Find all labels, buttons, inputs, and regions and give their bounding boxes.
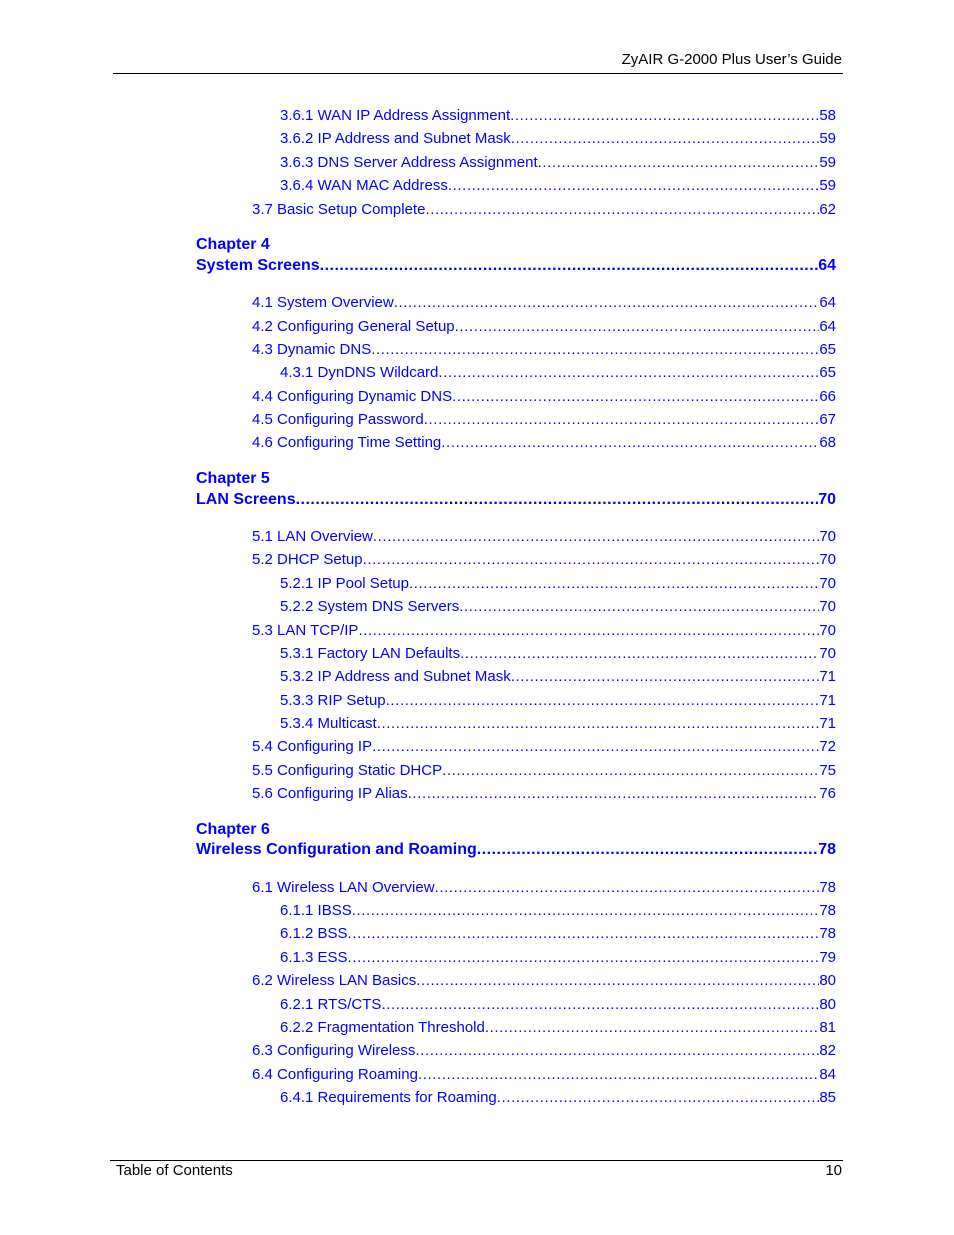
- toc-entry-label: 6.2.2 Fragmentation Threshold: [280, 1019, 485, 1036]
- dot-leader: [320, 257, 819, 275]
- toc-entry-page: 71: [819, 692, 836, 709]
- toc-entry-label: 3.6.2 IP Address and Subnet Mask: [280, 130, 511, 147]
- dot-leader: [418, 1066, 819, 1084]
- header-rule: [113, 73, 843, 74]
- toc-entry-page: 65: [819, 341, 836, 358]
- toc-entry-page: 70: [819, 528, 836, 545]
- toc-entry-page: 78: [819, 879, 836, 896]
- toc-entry-page: 70: [819, 622, 836, 639]
- toc-entry-page: 80: [819, 996, 836, 1013]
- toc-entry[interactable]: [280, 692, 836, 710]
- toc-entry-label: 3.6.1 WAN IP Address Assignment: [280, 107, 511, 124]
- dot-leader: [538, 154, 820, 172]
- toc-entry-label: 6.2 Wireless LAN Basics: [252, 972, 417, 989]
- toc-entry-page: 58: [819, 107, 836, 124]
- chapter-title-entry[interactable]: [196, 491, 836, 509]
- toc-entry-label: 4.5 Configuring Password: [252, 411, 424, 428]
- toc-entry-label: 4.2 Configuring General Setup: [252, 318, 455, 335]
- chapter-title: System Screens: [196, 257, 320, 274]
- toc-entry-page: 59: [819, 130, 836, 147]
- footer-page-number: 10: [825, 1162, 842, 1179]
- dot-leader: [381, 996, 819, 1014]
- dot-leader: [394, 294, 820, 312]
- toc-entry-page: 78: [819, 925, 836, 942]
- toc-entry[interactable]: [280, 1089, 836, 1107]
- toc-entry[interactable]: [280, 177, 836, 195]
- toc-entry-page: 70: [819, 575, 836, 592]
- dot-leader: [424, 411, 820, 429]
- toc-entry-page: 80: [819, 972, 836, 989]
- toc-entry-label: 5.1 LAN Overview: [252, 528, 373, 545]
- toc-entry-label: 5.3 LAN TCP/IP: [252, 622, 359, 639]
- toc-entry-page: 68: [819, 434, 836, 451]
- toc-entry-label: 6.2.1 RTS/CTS: [280, 996, 382, 1013]
- toc-entry-label: 6.3 Configuring Wireless: [252, 1042, 416, 1059]
- toc-entry-label: 5.3.4 Multicast: [280, 715, 377, 732]
- chapter-page: 78: [818, 841, 836, 858]
- toc-entry-page: 70: [819, 598, 836, 615]
- toc-entry-page: 75: [819, 762, 836, 779]
- toc-entry[interactable]: [252, 411, 836, 429]
- toc-entry-label: 4.3.1 DynDNS Wildcard: [280, 364, 439, 381]
- dot-leader: [409, 575, 819, 593]
- toc-entry-label: 5.3.1 Factory LAN Defaults: [280, 645, 461, 662]
- toc-entry-page: 66: [819, 388, 836, 405]
- toc-entry-page: 62: [819, 201, 836, 218]
- toc-entry-page: 64: [819, 294, 836, 311]
- toc-entry[interactable]: [280, 715, 836, 733]
- toc-entry-label: 4.4 Configuring Dynamic DNS: [252, 388, 453, 405]
- chapter-title-entry[interactable]: [196, 257, 836, 275]
- toc-entry-label: 5.6 Configuring IP Alias: [252, 785, 408, 802]
- dot-leader: [348, 949, 820, 967]
- toc-entry[interactable]: [280, 154, 836, 172]
- toc-entry[interactable]: [280, 902, 836, 920]
- chapter-number[interactable]: Chapter 5: [196, 470, 270, 487]
- toc-entry-label: 5.3.2 IP Address and Subnet Mask: [280, 668, 511, 685]
- toc-entry[interactable]: [252, 1042, 836, 1060]
- dot-leader: [448, 177, 819, 195]
- toc-entry[interactable]: [280, 949, 836, 967]
- dot-leader: [441, 434, 819, 452]
- dot-leader: [358, 622, 819, 640]
- toc-entry-page: 65: [819, 364, 836, 381]
- toc-entry[interactable]: [252, 341, 836, 359]
- toc-entry[interactable]: [252, 1066, 836, 1084]
- toc-entry-page: 71: [819, 715, 836, 732]
- dot-leader: [435, 879, 820, 897]
- toc-entry[interactable]: [252, 318, 836, 336]
- dot-leader: [455, 318, 820, 336]
- dot-leader: [377, 715, 820, 733]
- dot-leader: [373, 528, 819, 546]
- toc-entry-label: 4.6 Configuring Time Setting: [252, 434, 442, 451]
- toc-entry-label: 6.4 Configuring Roaming: [252, 1066, 418, 1083]
- toc-entry-label: 5.2 DHCP Setup: [252, 551, 363, 568]
- toc-entry-page: 78: [819, 902, 836, 919]
- dot-leader: [415, 1042, 819, 1060]
- footer-section-label: Table of Contents: [116, 1162, 233, 1179]
- chapter-page: 70: [818, 491, 836, 508]
- toc-entry[interactable]: [252, 762, 836, 780]
- toc-entry-page: 82: [819, 1042, 836, 1059]
- toc-entry-label: 5.2.2 System DNS Servers: [280, 598, 460, 615]
- dot-leader: [442, 762, 819, 780]
- toc-entry[interactable]: [252, 528, 836, 546]
- toc-entry[interactable]: [280, 364, 836, 382]
- dot-leader: [408, 785, 820, 803]
- toc-entry-label: 3.6.4 WAN MAC Address: [280, 177, 448, 194]
- toc-entry-page: 84: [819, 1066, 836, 1083]
- dot-leader: [452, 388, 819, 406]
- toc-entry[interactable]: [252, 622, 836, 640]
- toc-entry-label: 6.1.2 BSS: [280, 925, 348, 942]
- dot-leader: [459, 598, 819, 616]
- toc-entry[interactable]: [280, 107, 836, 125]
- toc-entry-label: 5.5 Configuring Static DHCP: [252, 762, 443, 779]
- toc-entry-page: 59: [819, 154, 836, 171]
- dot-leader: [386, 692, 820, 710]
- toc-entry-page: 67: [819, 411, 836, 428]
- dot-leader: [416, 972, 819, 990]
- toc-entry-label: 5.2.1 IP Pool Setup: [280, 575, 409, 592]
- toc-entry-label: 6.1.1 IBSS: [280, 902, 352, 919]
- dot-leader: [296, 491, 819, 509]
- dot-leader: [438, 364, 819, 382]
- toc-entry[interactable]: [252, 388, 836, 406]
- toc-entry-page: 72: [819, 738, 836, 755]
- toc-entry[interactable]: [252, 785, 836, 803]
- toc-entry-page: 70: [819, 551, 836, 568]
- page-header-title: ZyAIR G-2000 Plus User’s Guide: [621, 51, 842, 68]
- toc-entry-label: 5.3.3 RIP Setup: [280, 692, 386, 709]
- toc-entry[interactable]: [252, 738, 836, 756]
- toc-entry-page: 76: [819, 785, 836, 802]
- toc-entry[interactable]: [280, 575, 836, 593]
- toc-entry-page: 59: [819, 177, 836, 194]
- toc-entry[interactable]: [280, 645, 836, 663]
- toc-entry[interactable]: [280, 1019, 836, 1037]
- dot-leader: [460, 645, 819, 663]
- chapter-page: 64: [818, 257, 836, 274]
- dot-leader: [363, 551, 820, 569]
- dot-leader: [352, 902, 820, 920]
- toc-entry-label: 6.1.3 ESS: [280, 949, 348, 966]
- toc-entry-label: 5.4 Configuring IP: [252, 738, 373, 755]
- chapter-number[interactable]: Chapter 4: [196, 236, 270, 253]
- dot-leader: [485, 1019, 819, 1037]
- toc-entry-page: 64: [819, 318, 836, 335]
- toc-entry[interactable]: [252, 551, 836, 569]
- dot-leader: [371, 341, 819, 359]
- toc-entry-page: 85: [819, 1089, 836, 1106]
- chapter-number[interactable]: Chapter 6: [196, 821, 270, 838]
- footer-rule: [110, 1160, 843, 1161]
- toc-entry[interactable]: [280, 668, 836, 686]
- chapter-title-entry[interactable]: [196, 841, 836, 859]
- toc-entry[interactable]: [280, 925, 836, 943]
- toc-entry-page: 71: [819, 668, 836, 685]
- toc-entry[interactable]: [252, 879, 836, 897]
- dot-leader: [425, 201, 819, 219]
- dot-leader: [477, 841, 818, 859]
- toc-entry[interactable]: [252, 294, 836, 312]
- dot-leader: [372, 738, 819, 756]
- toc-entry-label: 6.4.1 Requirements for Roaming: [280, 1089, 497, 1106]
- dot-leader: [511, 130, 820, 148]
- toc-entry[interactable]: [280, 996, 836, 1014]
- toc-entry-label: 3.6.3 DNS Server Address Assignment: [280, 154, 538, 171]
- toc-entry-label: 4.1 System Overview: [252, 294, 394, 311]
- toc-entry-page: 79: [819, 949, 836, 966]
- toc-entry[interactable]: [280, 130, 836, 148]
- toc-entry[interactable]: [252, 201, 836, 219]
- dot-leader: [510, 107, 819, 125]
- toc-entry-label: 4.3 Dynamic DNS: [252, 341, 372, 358]
- dot-leader: [511, 668, 820, 686]
- toc-entry-label: 3.7 Basic Setup Complete: [252, 201, 426, 218]
- toc-entry[interactable]: [280, 598, 836, 616]
- toc-entry[interactable]: [252, 972, 836, 990]
- chapter-title: Wireless Configuration and Roaming: [196, 841, 477, 858]
- toc-entry-page: 81: [819, 1019, 836, 1036]
- dot-leader: [497, 1089, 820, 1107]
- toc-entry-label: 6.1 Wireless LAN Overview: [252, 879, 435, 896]
- toc-entry[interactable]: [252, 434, 836, 452]
- toc-entry-page: 70: [819, 645, 836, 662]
- chapter-title: LAN Screens: [196, 491, 296, 508]
- dot-leader: [348, 925, 820, 943]
